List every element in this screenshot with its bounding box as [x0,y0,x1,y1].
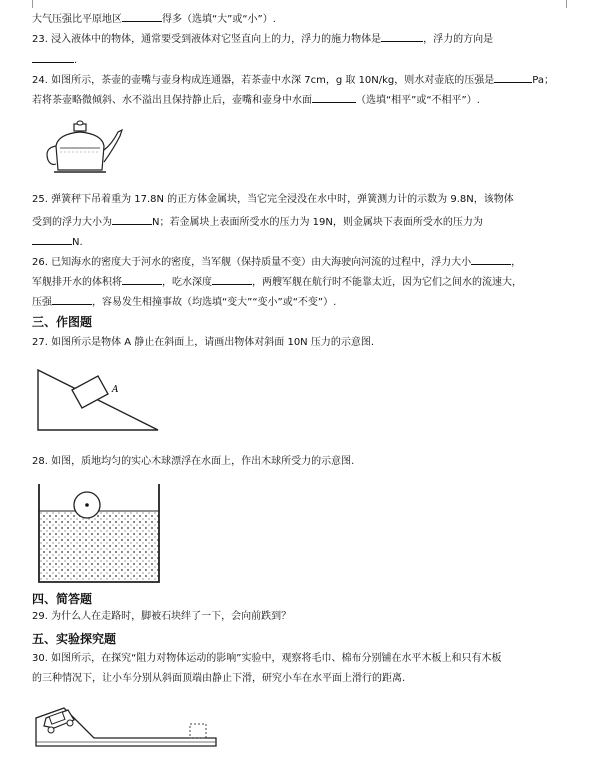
q23-text-end: . [74,55,78,66]
q25-line-1 [32,193,514,206]
q22-tail-line [32,11,276,26]
q26-blank-4[interactable] [52,294,92,305]
q25-line-2 [32,214,483,229]
q25-text-2-mid: N；若金属块上表面所受水的压力为 19N，则金属块下表面所受水的压力为 [152,217,483,228]
q24-text-2-after: （选填“相平”或“不相平”）. [356,95,480,106]
q26-text-2-mid: ，吃水深度 [162,277,212,288]
q25-line-3 [32,234,83,249]
section-heading-drawing: 三、作图题 [32,315,93,329]
q23-text: 23. 浸入液体中的物体，通常要受到液体对它竖直向上的力，浮力的施力物体是 [32,34,382,45]
q29-line [32,610,291,623]
q22-text: 大气压强比平原地区 [32,14,122,25]
q25-text-2: 受到的浮力大小为 [32,217,112,228]
q27-text: 27. 如图所示是物体 A 静止在斜面上，请画出物体对斜面 10N 压力的示意图. [32,337,375,348]
q23-blank-2[interactable] [32,52,74,63]
q23-line-2 [32,52,77,67]
q22-blank[interactable] [122,11,162,22]
corner-mark-top-left [24,0,33,8]
section-heading-experiment: 五、实验探究题 [32,632,117,646]
q26-text-2-after: ，两艘军舰在航行时不能靠太近，因为它们之间水的流速大， [252,277,522,288]
q26-blank-2[interactable] [122,274,162,285]
q27-line [32,336,374,349]
q25-blank-2[interactable] [32,234,72,245]
incline-figure [36,362,160,432]
q25-text-end: N. [72,237,83,248]
q30-line-1 [32,652,501,665]
q26-text-3-after: ，容易发生相撞事故（均选填“变大”“变小”或“不变”）. [92,297,337,308]
q30-text: 30. 如图所示，在探究“阻力对物体运动的影响”实验中，观察将毛巾、棉布分别铺在水平木板上和只有木板 [32,653,502,664]
q24-blank-2[interactable] [312,92,356,103]
q23-line-1 [32,31,493,46]
incline-figure-label-a: A [112,385,119,395]
q26-text-2: 军舰排开水的体积将 [32,277,122,288]
q24-text-2: 若将茶壶略微倾斜、水不溢出且保持静止后，壶嘴和壶身中水面 [32,95,312,106]
q24-line-1 [32,72,554,87]
q22-text-after: 得多（选填“大”或“小”）. [162,14,276,25]
q28-line [32,455,354,468]
q26-line-1 [32,254,521,269]
teapot-figure [40,118,130,180]
q25-blank-1[interactable] [112,214,152,225]
q26-line-3 [32,294,336,309]
q26-line-2 [32,274,522,289]
corner-mark-top-right [566,0,575,8]
q24-text-after: Pa； [532,75,554,86]
q30-text-2: 的三种情况下，让小车分别从斜面顶端由静止下滑，研究小车在水平面上滑行的距离. [32,673,406,684]
q26-text-after: ， [511,257,522,268]
q23-text-after: ，浮力的方向是 [423,34,494,45]
q25-text: 25. 弹簧秤下吊着重为 17.8N 的正方体金属块，当它完全浸没在水中时，弹簧测力计的示数为 9.8N，该物体 [32,194,514,205]
q24-blank-1[interactable] [494,72,532,83]
q24-line-2 [32,92,480,107]
q30-line-2 [32,672,405,685]
q28-text: 28. 如图，质地均匀的实心木球漂浮在水面上，作出木球所受力的示意图. [32,456,355,467]
floating-ball-figure [36,484,162,584]
q26-blank-1[interactable] [471,254,511,265]
q26-text: 26. 已知海水的密度大于河水的密度，当军舰（保持质量不变）由大海驶向河流的过程中，浮力大小 [32,257,472,268]
q23-blank-1[interactable] [381,31,423,42]
cart-ramp-figure [34,700,218,752]
q29-text: 29. 为什么人在走路时，脚被石块绊了一下，会向前跌到？ [32,611,292,622]
q26-blank-3[interactable] [212,274,252,285]
section-heading-short-answer: 四、简答题 [32,592,93,606]
q24-text: 24. 如图所示，茶壶的壶嘴与壶身构成连通器，若茶壶中水深 7cm，g 取 10N/kg，则水对壶底的压强是 [32,75,495,86]
q26-text-3: 压强 [32,297,52,308]
